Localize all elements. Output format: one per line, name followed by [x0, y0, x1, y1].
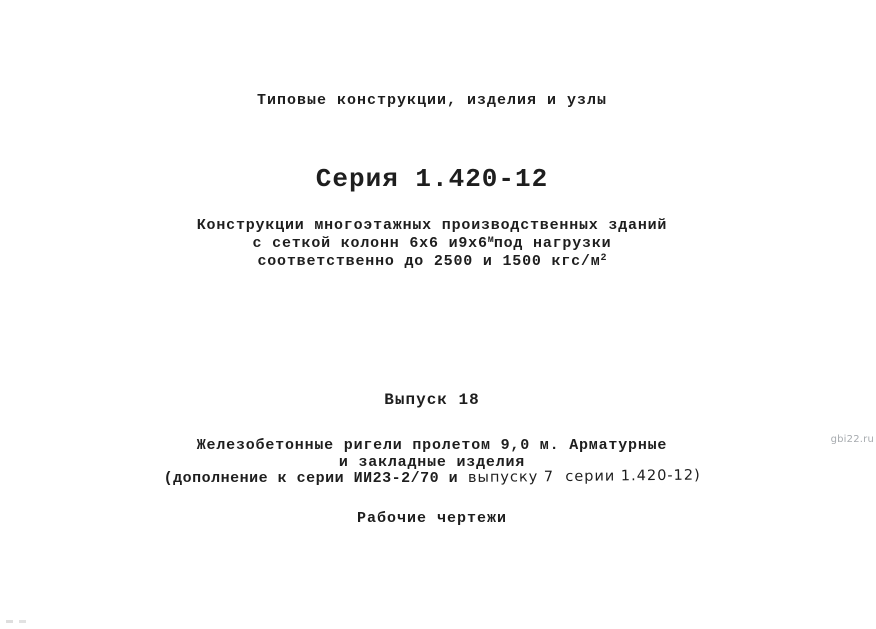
- document-category-header: Типовые конструкции, изделия и узлы: [256, 92, 608, 109]
- description-line-3-text: соответственно до 2500 и 1500 кгс/м: [257, 253, 601, 270]
- squared-superscript: 2: [600, 253, 607, 264]
- description-line-2: [0, 235, 864, 252]
- issue-number: Выпуск 18: [384, 391, 480, 409]
- description-line-2-text: с сеткой колонн 6х6 и9х6: [252, 235, 488, 252]
- document-type-label: Рабочие чертежи: [356, 510, 508, 527]
- subject-line-2: и закладные изделия: [338, 454, 526, 471]
- description-line-1: Конструкции многоэтажных производственных зданий: [196, 217, 668, 234]
- subject-line-3-typed: (дополнение к серии ИИ23-2/70 и: [163, 470, 468, 487]
- site-watermark: gbi22.ru: [830, 434, 874, 445]
- description-line-2-tail: под нагрузки: [493, 235, 612, 252]
- subject-line-3-handwritten: выпуску 7 серии 1.420-12): [467, 467, 701, 486]
- scan-artifact-mark: [6, 620, 28, 623]
- description-line-3: [0, 253, 864, 270]
- subject-line-3: [0, 467, 864, 487]
- subject-line-1: Железобетонные ригели пролетом 9,0 м. Арматурные: [196, 437, 668, 454]
- meters-superscript: м: [487, 235, 494, 246]
- series-title: Серия 1.420-12: [315, 164, 549, 194]
